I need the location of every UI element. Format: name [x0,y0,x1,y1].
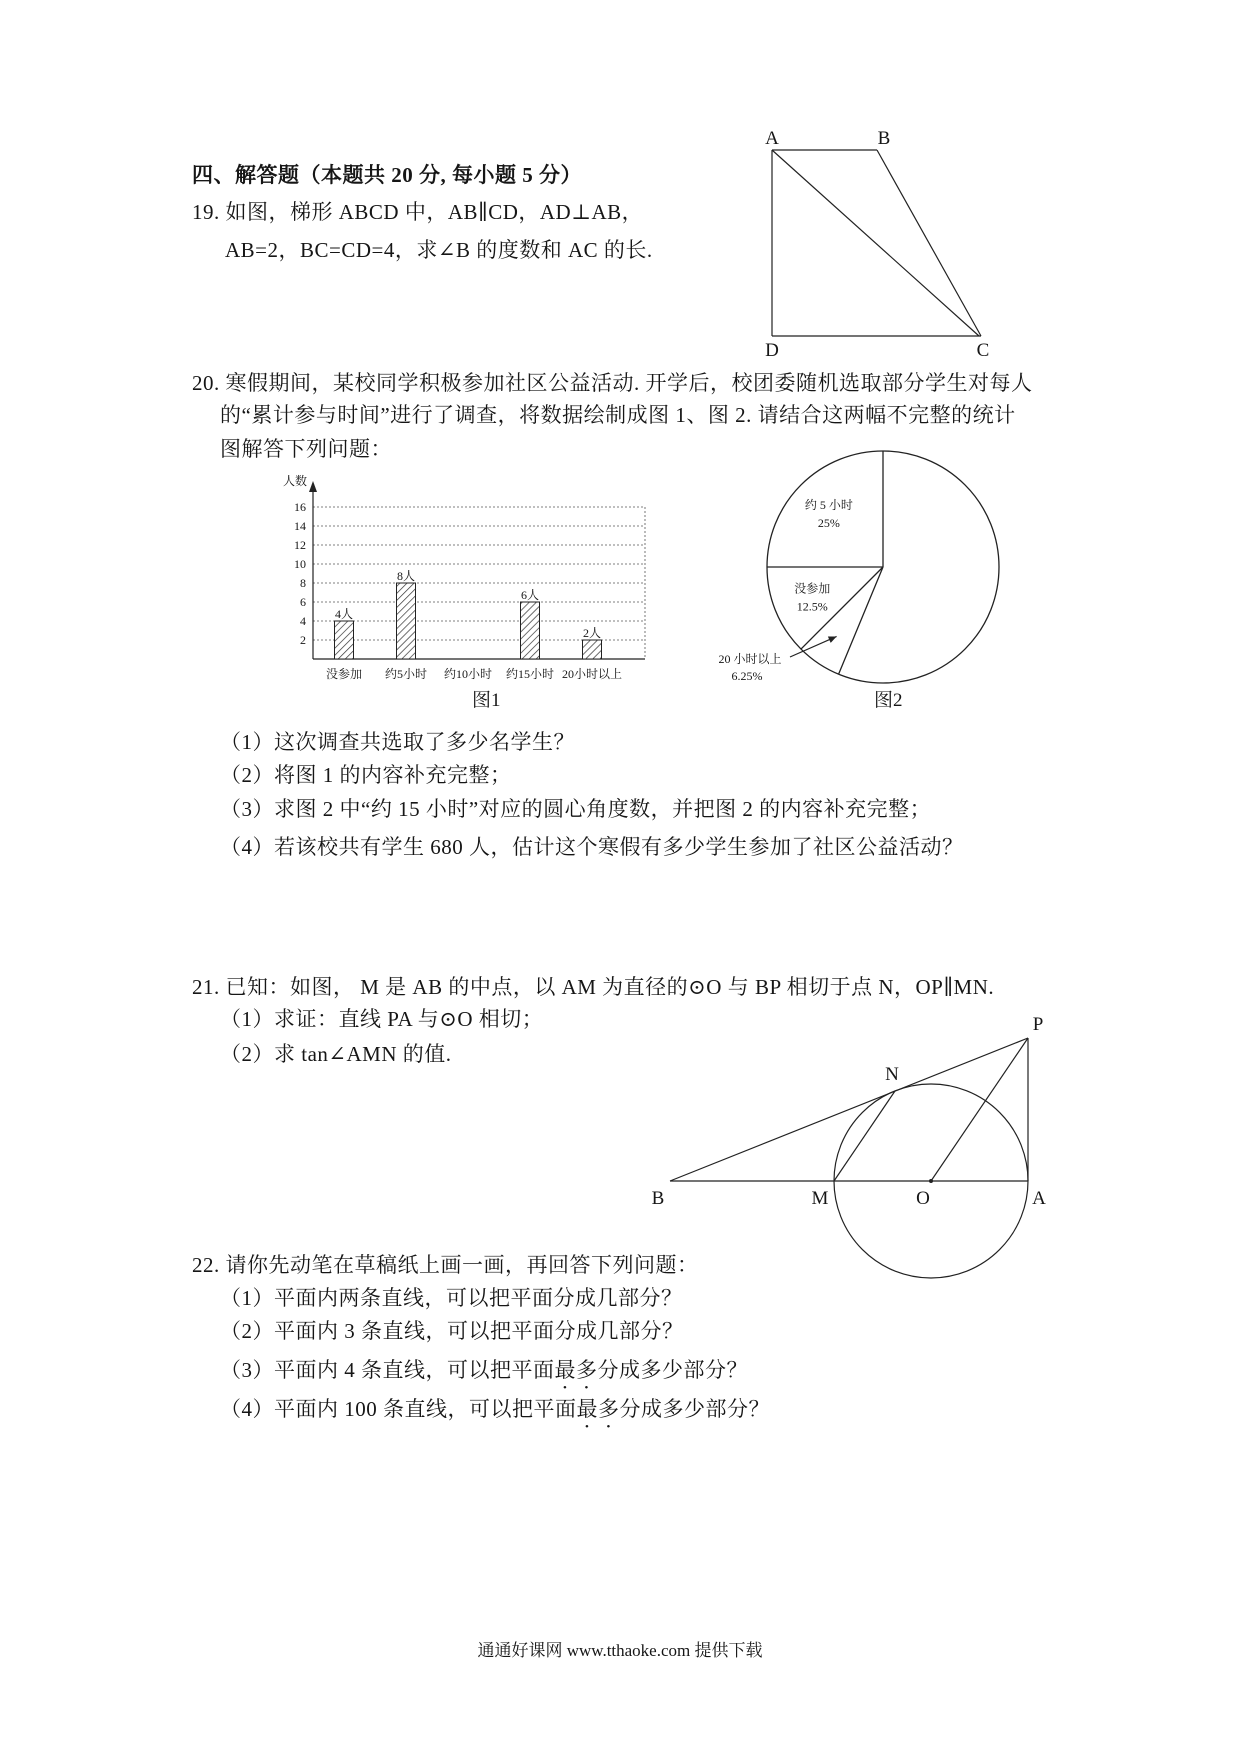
q20-line-1: 20. 寒假期间，某校同学积极参加社区公益活动. 开学后，校团委随机选取部分学生对每人 [192,371,1033,395]
section-heading: 四、解答题（本题共 20 分, 每小题 5 分） [192,163,582,187]
y-axis-arrow [309,481,317,492]
q21-subquestion-2: （2）求 tan∠AMN 的值. [220,1042,452,1066]
q22-sub3-text-before: （3）平面内 4 条直线，可以把平面 [220,1358,555,1382]
figure-1-caption: 图1 [472,690,501,711]
q22-subquestion-3 [220,1357,748,1394]
bar [335,621,354,659]
point-label-n: N [885,1064,899,1085]
q22-sub4-text-before: （4）平面内 100 条直线，可以把平面 [220,1397,577,1421]
x-category-label: 约15小时 [505,667,555,681]
q22-subquestion-2: （2）平面内 3 条直线，可以把平面分成几部分？ [220,1319,684,1343]
segment-mn [834,1091,895,1181]
vertex-label-c: C [976,340,990,361]
bar-data-label: 2人 [582,626,602,640]
pie-slice-percent: 25% [817,515,840,530]
x-category-label: 没参加 [325,667,363,681]
y-tick-label: 14 [294,519,306,533]
q22-sub3-text-after: 分成多少部分？ [597,1358,748,1382]
q21-subquestion-1: （1）求证：直线 PA 与⊙O 相切； [220,1007,544,1031]
q20-subquestion-1: （1）这次调查共选取了多少名学生？ [220,730,575,754]
q19-line-2: AB=2，BC=CD=4，求∠B 的度数和 AC 的长. [225,238,653,262]
q22-line-1: 22. 请你先动笔在草稿纸上画一画，再回答下列问题： [192,1253,699,1277]
point-label-a: A [1032,1188,1046,1209]
y-tick-label: 6 [300,595,306,609]
pie-chart-plot [718,451,999,683]
figure-2-caption: 图2 [874,690,903,711]
q21-line-1: 21. 已知：如图， M 是 AB 的中点，以 AM 为直径的⊙O 与 BP 相切于点 N，OP∥MN. [192,975,995,999]
y-tick-label: 8 [300,576,306,590]
bar [397,583,416,659]
point-label-p: P [1032,1014,1044,1035]
q20-subquestion-4: （4）若该校共有学生 680 人，估计这个寒假有多少学生参加了社区公益活动？ [220,835,964,859]
pie-slice-percent: 12.5% [796,599,828,614]
bar-data-label: 4人 [334,607,354,621]
bar-data-label: 8人 [396,569,416,583]
trapezoid-figure [755,125,1005,365]
x-category-label: 20小时以上 [561,667,623,681]
q20-line-2: 的“累计参与时间”进行了调查，将数据绘制成图 1、图 2. 请结合这两幅不完整的统计 [220,403,1016,427]
page-footer: 通通好课网 www.tthaoke.com 提供下载 [477,1641,763,1660]
q22-sub3-emphasis: 最多 [554,1358,598,1382]
pie-slice-label: 20 小时以上 [718,652,782,666]
q19-line-1: 19. 如图，梯形 ABCD 中，AB∥CD，AD⊥AB， [192,200,644,224]
y-tick-label: 12 [294,538,306,552]
bar [521,602,540,659]
q20-line-3: 图解答下列问题： [220,437,392,461]
q22-subquestion-1: （1）平面内两条直线，可以把平面分成几部分？ [220,1286,683,1310]
vertex-label-d: D [765,340,779,361]
segment-op [931,1038,1028,1181]
y-tick-label: 4 [300,614,306,628]
bar [583,640,602,659]
y-tick-label: 16 [294,500,306,514]
vertex-label-b: B [877,128,891,149]
point-label-m: M [811,1188,829,1209]
x-category-label: 约5小时 [384,667,428,681]
center-point-o [929,1179,933,1183]
segment-bc [877,150,981,336]
pie-slice-boundary [839,567,883,674]
pie-slice-percent: 6.25% [731,669,763,683]
bar-chart-figure-1 [265,470,665,685]
y-tick-label: 2 [300,633,306,647]
y-axis-label: 人数 [282,474,308,488]
q22-sub4-emphasis: 最多 [576,1397,620,1421]
pie-slice-label: 没参加 [794,581,831,596]
bar-data-label: 6人 [520,588,540,602]
x-category-label: 约10小时 [443,667,493,681]
vertex-label-a: A [765,128,779,149]
circle-tangent-figure [630,1010,1060,1290]
q22-sub4-text-after: 分成多少部分？ [619,1397,770,1421]
pie-chart-figure-2 [700,445,1015,690]
y-tick-label: 10 [294,557,306,571]
q20-subquestion-2: （2）将图 1 的内容补充完整； [220,763,512,787]
pie-slice-label: 约 5 小时 [804,497,853,512]
q22-subquestion-4 [220,1396,770,1433]
bar-chart-plot [283,473,645,681]
point-label-b: B [651,1188,665,1209]
q20-subquestion-3: （3）求图 2 中“约 15 小时”对应的圆心角度数，并把图 2 的内容补充完整； [220,797,932,821]
segment-ac [772,150,979,336]
point-label-o: O [916,1188,930,1209]
